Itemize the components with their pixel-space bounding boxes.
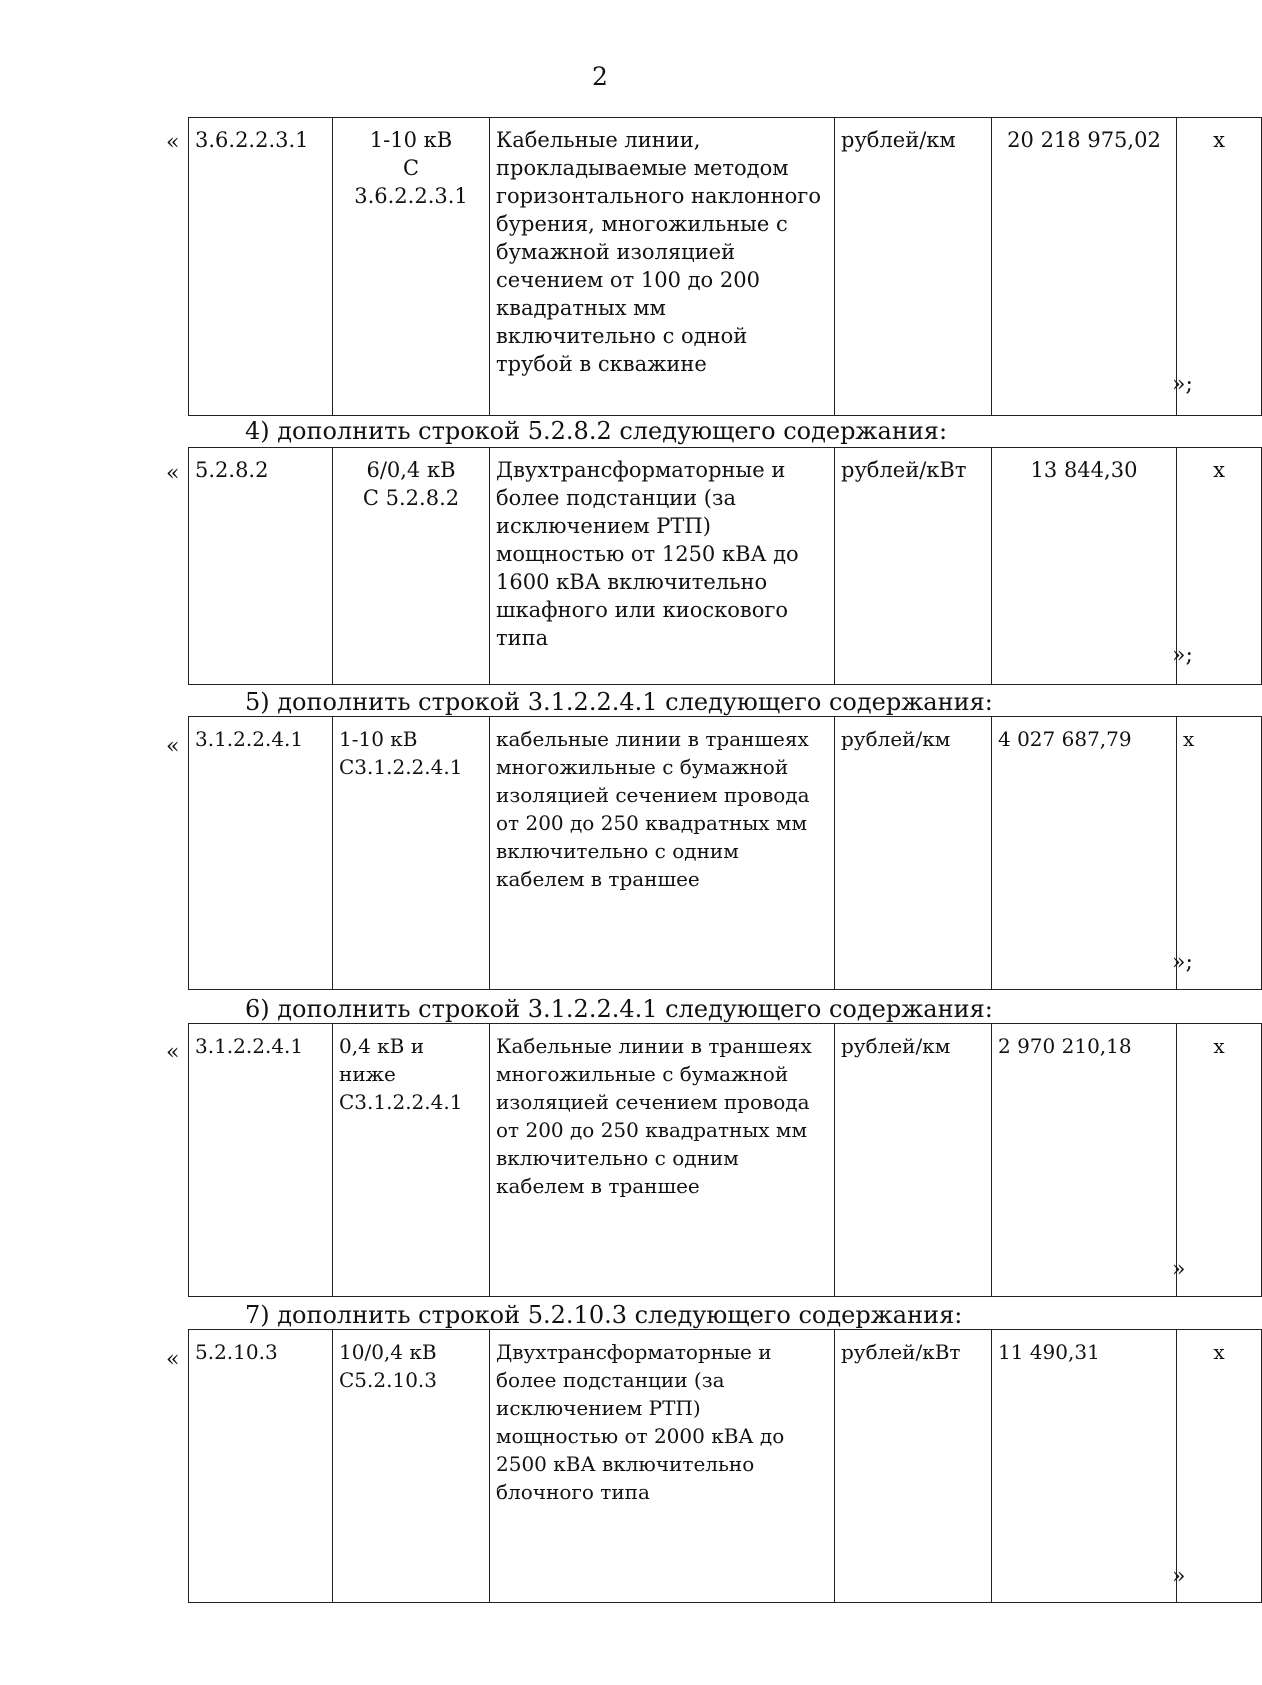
row-unit: рублей/км <box>835 717 992 990</box>
voltage-line: С <box>402 156 420 180</box>
row-description: кабельные линии в траншеях многожильные с бумажной изоляцией сечением провода от 200 до 250 квадратных мм включительно с одним кабелем в траншее <box>490 717 835 990</box>
row-description: Двухтрансформаторные и более подстанции (за исключением РТП) мощностью от 2000 кВА до 2500 кВА включительно блочного типа <box>490 1330 835 1603</box>
tariff-table-5 <box>188 1329 1262 1603</box>
row-value: 4 027 687,79 <box>992 717 1177 990</box>
row-value: 2 970 210,18 <box>992 1024 1177 1297</box>
row-mark: x <box>1177 118 1262 416</box>
tariff-table-3 <box>188 716 1262 990</box>
table-row <box>189 448 1262 685</box>
voltage-line: С3.1.2.2.4.1 <box>339 1090 463 1114</box>
row-mark: x <box>1177 448 1262 685</box>
row-unit: рублей/км <box>835 1024 992 1297</box>
table-row <box>189 118 1262 416</box>
row-voltage <box>333 448 490 685</box>
opening-quote: « <box>166 461 180 486</box>
voltage-line: ниже <box>339 1062 396 1086</box>
tariff-table-1 <box>188 117 1262 416</box>
tariff-table-2 <box>188 447 1262 685</box>
row-voltage <box>333 717 490 990</box>
voltage-line: 1-10 кВ <box>369 128 453 152</box>
closing-quote: »; <box>1172 643 1193 668</box>
page-number: 2 <box>592 62 608 91</box>
row-code: 5.2.10.3 <box>189 1330 333 1603</box>
voltage-line: С3.1.2.2.4.1 <box>339 755 463 779</box>
voltage-line: 3.6.2.2.3.1 <box>354 184 468 208</box>
voltage-line: С 5.2.8.2 <box>362 486 460 510</box>
row-unit: рублей/км <box>835 118 992 416</box>
voltage-line: 0,4 кВ и <box>339 1034 425 1058</box>
row-voltage <box>333 118 490 416</box>
instruction-4: 4) дополнить строкой 5.2.8.2 следующего содержания: <box>245 417 948 445</box>
row-value: 13 844,30 <box>992 448 1177 685</box>
row-unit: рублей/кВт <box>835 448 992 685</box>
table-row <box>189 1330 1262 1603</box>
row-description: Кабельные линии в траншеях многожильные с бумажной изоляцией сечением провода от 200 до 250 квадратных мм включительно с одним кабелем в траншее <box>490 1024 835 1297</box>
closing-quote: »; <box>1172 372 1193 397</box>
closing-quote: » <box>1172 1564 1186 1589</box>
row-voltage <box>333 1024 490 1297</box>
row-mark: x <box>1177 1024 1262 1297</box>
row-mark: x <box>1177 1330 1262 1603</box>
row-description: Двухтрансформаторные и более подстанции (за исключением РТП) мощностью от 1250 кВА до 1600 кВА включительно шкафного или киоскового типа <box>490 448 835 685</box>
tariff-table-4 <box>188 1023 1262 1297</box>
table-row <box>189 717 1262 990</box>
table-row <box>189 1024 1262 1297</box>
row-code: 3.1.2.2.4.1 <box>189 717 333 990</box>
voltage-line: С5.2.10.3 <box>339 1368 437 1392</box>
row-code: 3.1.2.2.4.1 <box>189 1024 333 1297</box>
row-unit: рублей/кВт <box>835 1330 992 1603</box>
row-value: 20 218 975,02 <box>992 118 1177 416</box>
closing-quote: » <box>1172 1257 1186 1282</box>
opening-quote: « <box>166 1040 180 1065</box>
row-value: 11 490,31 <box>992 1330 1177 1603</box>
closing-quote: »; <box>1172 950 1193 975</box>
opening-quote: « <box>166 1347 180 1372</box>
row-code: 5.2.8.2 <box>189 448 333 685</box>
voltage-line: 1-10 кВ <box>339 727 418 751</box>
row-description: Кабельные линии, прокладываемые методом горизонтального наклонного бурения, многожильные с бумажной изоляцией сечением от 100 до 200 квадратных мм включительно с одной трубой в скважине <box>490 118 835 416</box>
row-code: 3.6.2.2.3.1 <box>189 118 333 416</box>
row-voltage <box>333 1330 490 1603</box>
row-mark: x <box>1177 717 1262 990</box>
instruction-7: 7) дополнить строкой 5.2.10.3 следующего содержания: <box>245 1301 963 1329</box>
opening-quote: « <box>166 130 180 155</box>
voltage-line: 10/0,4 кВ <box>339 1340 437 1364</box>
instruction-5: 5) дополнить строкой 3.1.2.2.4.1 следующего содержания: <box>245 688 993 716</box>
instruction-6: 6) дополнить строкой 3.1.2.2.4.1 следующего содержания: <box>245 995 993 1023</box>
voltage-line: 6/0,4 кВ <box>366 458 456 482</box>
opening-quote: « <box>166 734 180 759</box>
